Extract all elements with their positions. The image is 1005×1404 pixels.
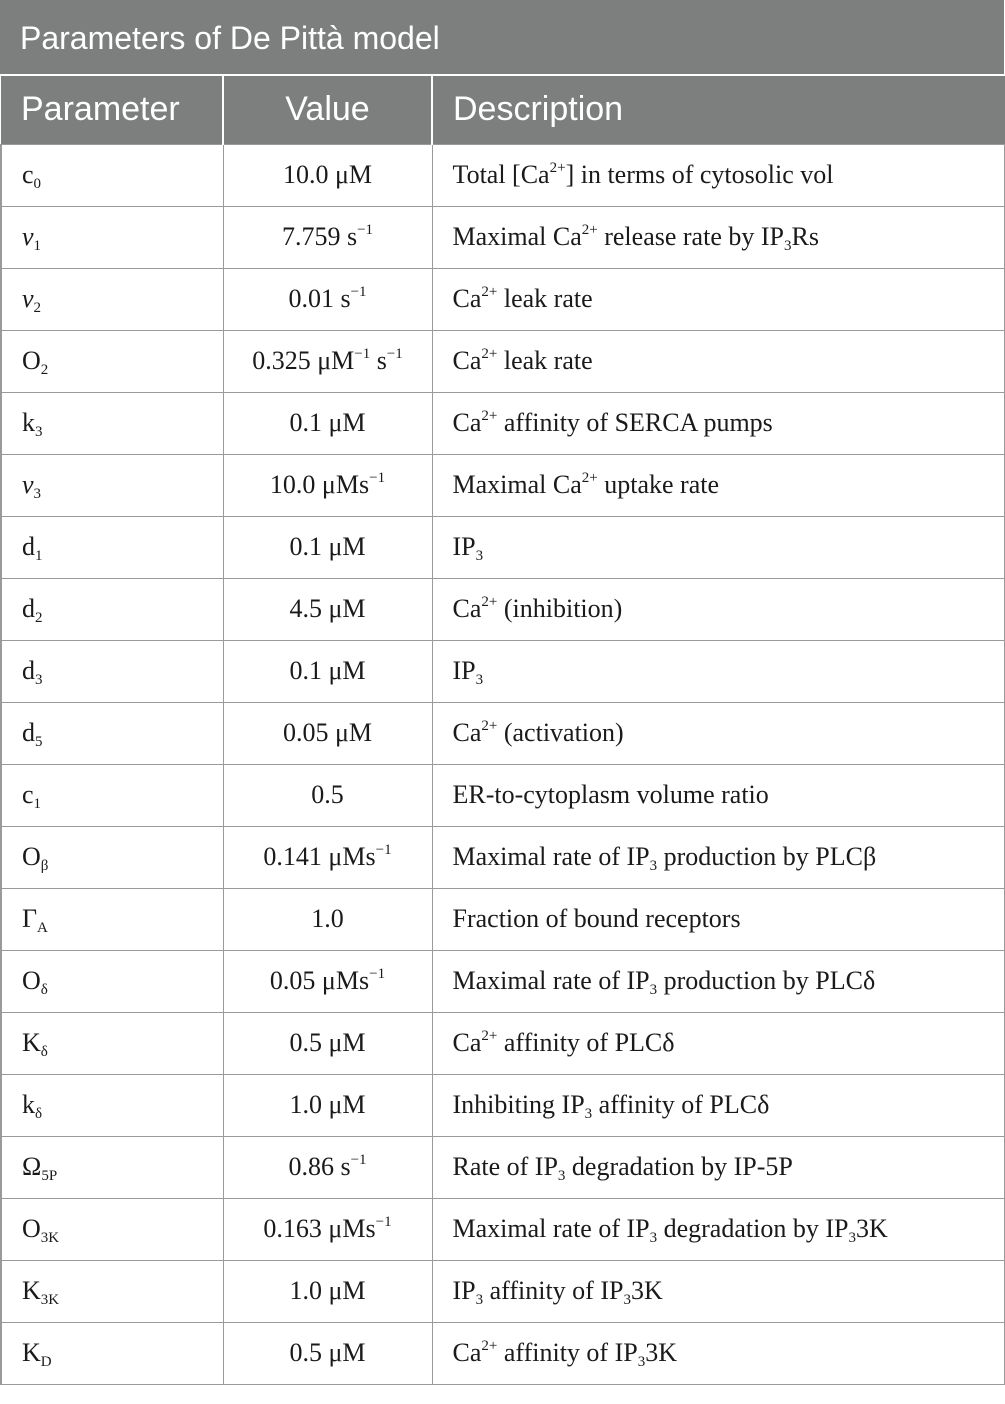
table-row — [1, 268, 1005, 330]
parameter-cell — [1, 206, 223, 268]
desc-text-segment: Maximal Ca — [452, 470, 582, 499]
table-row — [1, 392, 1005, 454]
desc-text-segment: affinity of PLCδ — [497, 1028, 675, 1057]
parameter-cell — [1, 144, 223, 206]
table-title: Parameters of De Pittà model — [0, 0, 1004, 76]
table-row — [1, 702, 1005, 764]
value-text-segment: s — [370, 346, 387, 375]
desc-text-segment: 3 — [475, 1292, 484, 1308]
value-text-segment: −1 — [354, 346, 371, 362]
param-text-segment: d — [22, 718, 35, 747]
value-cell — [223, 392, 432, 454]
value-text-segment: 1.0 μM — [289, 1090, 366, 1119]
value-text-segment: 1.0 μM — [289, 1276, 366, 1305]
desc-text-segment: 2+ — [581, 222, 598, 238]
value-text-segment: −1 — [350, 1152, 367, 1168]
value-text-segment: −1 — [350, 284, 367, 300]
desc-text-segment: 2+ — [481, 718, 498, 734]
table-row — [1, 640, 1005, 702]
param-text-segment: 3K — [40, 1230, 60, 1246]
param-text-segment: K — [22, 1028, 41, 1057]
description-cell — [432, 1322, 1005, 1384]
desc-text-segment: 2+ — [481, 1338, 498, 1354]
table-row — [1, 330, 1005, 392]
parameter-cell — [1, 516, 223, 578]
value-text-segment: −1 — [369, 470, 386, 486]
param-text-segment: 3K — [40, 1292, 60, 1308]
value-cell — [223, 268, 432, 330]
description-cell — [432, 268, 1005, 330]
description-cell — [432, 578, 1005, 640]
value-text-segment: 0.1 μM — [289, 656, 366, 685]
table-row — [1, 950, 1005, 1012]
value-text-segment: −1 — [375, 1214, 392, 1230]
desc-text-segment: Rs — [791, 222, 819, 251]
value-cell — [223, 640, 432, 702]
desc-text-segment: leak rate — [497, 284, 593, 313]
value-text-segment: 0.05 μM — [282, 718, 373, 747]
desc-text-segment: (activation) — [497, 718, 624, 747]
param-text-segment: k — [22, 1090, 35, 1119]
description-cell — [432, 888, 1005, 950]
param-text-segment: k — [22, 408, 35, 437]
value-cell — [223, 702, 432, 764]
param-text-segment: δ — [35, 1106, 43, 1122]
parameter-cell — [1, 1322, 223, 1384]
desc-text-segment: 3 — [649, 982, 658, 998]
table-row — [1, 206, 1005, 268]
description-cell — [432, 330, 1005, 392]
desc-text-segment: 3 — [623, 1292, 631, 1308]
value-cell — [223, 516, 432, 578]
description-cell — [432, 516, 1005, 578]
param-text-segment: c — [22, 160, 34, 189]
desc-text-segment: 2+ — [581, 470, 598, 486]
param-text-segment: 3 — [33, 486, 42, 502]
desc-text-segment: 3K — [645, 1338, 677, 1367]
desc-text-segment: Ca — [452, 718, 482, 747]
desc-text-segment: release rate by IP — [597, 222, 784, 251]
param-text-segment: c — [22, 780, 34, 809]
desc-text-segment: 2+ — [481, 594, 498, 610]
value-cell — [223, 950, 432, 1012]
desc-text-segment: Maximal rate of IP — [452, 966, 650, 995]
value-text-segment: 0.5 μM — [289, 1338, 366, 1367]
param-text-segment: 1 — [33, 796, 42, 812]
desc-text-segment: Maximal Ca — [452, 222, 582, 251]
desc-text-segment: 3 — [475, 548, 484, 564]
desc-text-segment: affinity of PLCδ — [592, 1090, 770, 1119]
param-text-segment: d — [22, 532, 35, 561]
table-row — [1, 578, 1005, 640]
parameter-cell — [1, 454, 223, 516]
parameter-cell — [1, 1074, 223, 1136]
param-text-segment: 2 — [40, 362, 49, 378]
value-text-segment: 0.86 s — [288, 1152, 351, 1181]
table-row — [1, 1012, 1005, 1074]
value-text-segment: 0.05 μMs — [269, 966, 370, 995]
value-text-segment: 0.1 μM — [289, 532, 366, 561]
table-row — [1, 764, 1005, 826]
value-text-segment: 0.163 μMs — [263, 1214, 376, 1243]
description-cell — [432, 826, 1005, 888]
table-row — [1, 1074, 1005, 1136]
table-row — [1, 1260, 1005, 1322]
param-text-segment: A — [37, 920, 48, 936]
param-text-segment: d — [22, 656, 35, 685]
parameter-cell — [1, 268, 223, 330]
table-row — [1, 516, 1005, 578]
param-text-segment: 2 — [35, 610, 43, 626]
value-text-segment: −1 — [357, 222, 374, 238]
desc-text-segment: production by PLCβ — [657, 842, 877, 871]
desc-text-segment: degradation by IP-5P — [565, 1152, 793, 1181]
parameter-cell — [1, 1198, 223, 1260]
value-text-segment: 7.759 s — [281, 222, 358, 251]
desc-text-segment: Ca — [452, 346, 482, 375]
description-cell — [432, 640, 1005, 702]
param-text-segment: 1 — [33, 238, 42, 254]
desc-text-segment: 2+ — [481, 346, 498, 362]
value-cell — [223, 826, 432, 888]
param-text-segment: ν — [22, 222, 34, 251]
desc-text-segment: leak rate — [497, 346, 593, 375]
value-cell — [223, 206, 432, 268]
desc-text-segment: Inhibiting IP — [452, 1090, 585, 1119]
value-cell — [223, 1074, 432, 1136]
param-text-segment: O — [22, 1214, 41, 1243]
value-cell — [223, 1012, 432, 1074]
param-text-segment: 2 — [33, 300, 42, 316]
param-text-segment: δ — [40, 982, 48, 998]
value-text-segment: 0.141 μMs — [263, 842, 376, 871]
description-cell — [432, 144, 1005, 206]
desc-text-segment: 3 — [848, 1230, 856, 1246]
desc-text-segment: production by PLCδ — [657, 966, 876, 995]
table-row — [1, 144, 1005, 206]
param-text-segment: K — [22, 1338, 41, 1367]
value-text-segment: −1 — [375, 842, 392, 858]
description-cell — [432, 206, 1005, 268]
parameter-cell — [1, 640, 223, 702]
desc-text-segment: Total [Ca — [452, 160, 550, 189]
param-text-segment: 0 — [33, 176, 42, 192]
param-text-segment: D — [40, 1354, 52, 1370]
desc-text-segment: Ca — [452, 408, 482, 437]
desc-text-segment: 3 — [637, 1354, 646, 1370]
desc-text-segment: 2+ — [549, 160, 566, 176]
desc-text-segment: Ca — [452, 284, 482, 313]
desc-text-segment: Fraction of bound receptors — [452, 904, 741, 933]
desc-text-segment: 2+ — [481, 408, 498, 424]
description-cell — [432, 1074, 1005, 1136]
table-row — [1, 826, 1005, 888]
parameter-cell — [1, 392, 223, 454]
param-text-segment: K — [22, 1276, 41, 1305]
desc-text-segment: Ca — [452, 594, 482, 623]
param-text-segment: Γ — [22, 904, 38, 933]
desc-text-segment: 3 — [649, 1230, 658, 1246]
value-text-segment: 0.325 μM — [252, 346, 355, 375]
value-cell — [223, 1322, 432, 1384]
value-text-segment: 0.5 — [311, 780, 344, 809]
param-text-segment: Ω — [22, 1152, 42, 1181]
parameter-cell — [1, 764, 223, 826]
value-cell — [223, 454, 432, 516]
table-row — [1, 1322, 1005, 1384]
desc-text-segment: degradation by IP — [657, 1214, 849, 1243]
table-row — [1, 888, 1005, 950]
desc-text-segment: 3K — [630, 1276, 663, 1305]
param-text-segment: 3 — [35, 672, 43, 688]
value-text-segment: 0.1 μM — [289, 408, 366, 437]
desc-text-segment: 2+ — [481, 284, 498, 300]
desc-text-segment: affinity of IP — [483, 1276, 624, 1305]
desc-text-segment: Rate of IP — [452, 1152, 558, 1181]
description-cell — [432, 950, 1005, 1012]
value-text-segment: 10.0 μMs — [269, 470, 370, 499]
desc-text-segment: 3 — [475, 672, 484, 688]
desc-text-segment: (inhibition) — [497, 594, 623, 623]
value-text-segment: 10.0 μM — [282, 160, 373, 189]
value-cell — [223, 1260, 432, 1322]
parameter-cell — [1, 330, 223, 392]
desc-text-segment: Ca — [452, 1028, 482, 1057]
table-body — [1, 144, 1005, 1384]
param-text-segment: β — [40, 858, 49, 874]
desc-text-segment: affinity of IP — [497, 1338, 638, 1367]
param-text-segment: O — [22, 966, 41, 995]
table-row — [1, 1136, 1005, 1198]
value-text-segment: −1 — [369, 966, 386, 982]
desc-text-segment: ER-to-cytoplasm volume ratio — [452, 780, 769, 809]
desc-text-segment: 3 — [584, 1106, 593, 1122]
desc-text-segment: Ca — [452, 1338, 482, 1367]
value-cell — [223, 578, 432, 640]
value-cell — [223, 1198, 432, 1260]
param-text-segment: ν — [22, 470, 34, 499]
param-text-segment: O — [22, 842, 41, 871]
param-text-segment: O — [22, 346, 41, 375]
description-cell — [432, 764, 1005, 826]
value-text-segment: 1.0 — [311, 904, 344, 933]
param-text-segment: 5 — [35, 734, 43, 750]
parameter-cell — [1, 1260, 223, 1322]
header-description: Description — [432, 76, 1005, 144]
param-text-segment: 3 — [35, 424, 43, 440]
description-cell — [432, 1136, 1005, 1198]
desc-text-segment: 3K — [855, 1214, 888, 1243]
header-value: Value — [223, 76, 432, 144]
description-cell — [432, 702, 1005, 764]
parameter-cell — [1, 578, 223, 640]
value-text-segment: 0.01 s — [288, 284, 351, 313]
desc-text-segment: ] in terms of cytosolic vol — [565, 160, 834, 189]
parameter-cell — [1, 826, 223, 888]
param-text-segment: d — [22, 594, 35, 623]
value-cell — [223, 1136, 432, 1198]
description-cell — [432, 1260, 1005, 1322]
parameter-cell — [1, 950, 223, 1012]
parameter-cell — [1, 1012, 223, 1074]
header-parameter: Parameter — [1, 76, 223, 144]
value-cell — [223, 144, 432, 206]
header-row — [1, 76, 1005, 144]
param-text-segment: ν — [22, 284, 34, 313]
desc-text-segment: 3 — [557, 1168, 566, 1184]
value-text-segment: 4.5 μM — [289, 594, 366, 623]
description-cell — [432, 454, 1005, 516]
parameter-cell — [1, 1136, 223, 1198]
desc-text-segment: 3 — [649, 858, 658, 874]
description-cell — [432, 1012, 1005, 1074]
table-row — [1, 454, 1005, 516]
desc-text-segment: 3 — [783, 238, 792, 254]
parameter-cell — [1, 702, 223, 764]
desc-text-segment: uptake rate — [597, 470, 719, 499]
description-cell — [432, 392, 1005, 454]
desc-text-segment: affinity of SERCA pumps — [497, 408, 773, 437]
desc-text-segment: Maximal rate of IP — [452, 842, 650, 871]
parameter-cell — [1, 888, 223, 950]
desc-text-segment: 2+ — [481, 1028, 498, 1044]
desc-text-segment: IP — [452, 656, 476, 685]
value-cell — [223, 330, 432, 392]
param-text-segment: δ — [40, 1044, 48, 1060]
value-cell — [223, 764, 432, 826]
value-cell — [223, 888, 432, 950]
desc-text-segment: IP — [452, 1276, 476, 1305]
value-text-segment: 0.5 μM — [289, 1028, 366, 1057]
parameter-table — [0, 76, 1005, 1385]
description-cell — [432, 1198, 1005, 1260]
param-text-segment: 1 — [35, 548, 43, 564]
table-row — [1, 1198, 1005, 1260]
desc-text-segment: IP — [452, 532, 476, 561]
value-text-segment: −1 — [386, 346, 403, 362]
param-text-segment: 5P — [41, 1168, 58, 1184]
desc-text-segment: Maximal rate of IP — [452, 1214, 650, 1243]
